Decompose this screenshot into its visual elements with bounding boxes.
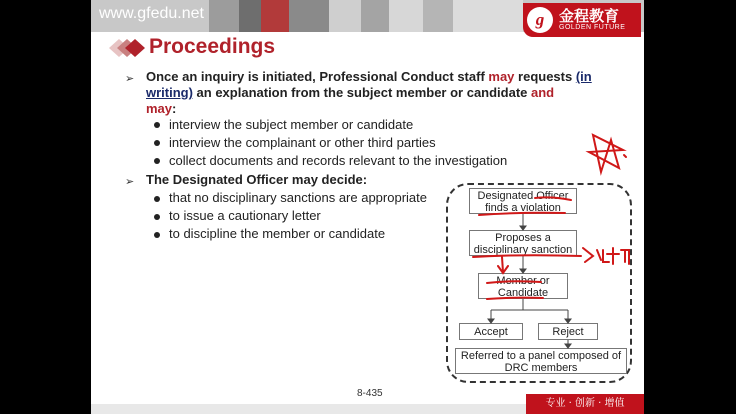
flow-box-member-candidate: Member or Candidate [478, 273, 568, 299]
slide-title: Proceedings [149, 35, 276, 58]
slide [91, 0, 644, 414]
bullet-1-text-3: an explanation from the subject member or candidate [192, 85, 532, 100]
bullet-1-text-2: requests [514, 69, 576, 84]
bullet-2: The Designated Officer may decide: [146, 172, 368, 187]
sub-bullet-1-1: interview the subject member or candidate [169, 117, 414, 132]
site-url: www.gfedu.net [99, 5, 204, 22]
logo-mark-icon: g [527, 7, 553, 33]
flow-box-reject: Reject [538, 323, 598, 340]
bullet-1-and: and [531, 85, 555, 100]
sub-bullet-1-3: collect documents and records relevant to the investigation [169, 153, 508, 168]
arrow-bullet-icon: ➢ [125, 176, 135, 188]
bullet-1-text: Once an inquiry is initiated, Professional Conduct staff [146, 69, 489, 84]
footer-slogan: 专业 · 创新 · 增值 [526, 394, 644, 414]
flow-box-designated-officer: Designated Officer finds a violation [469, 188, 577, 214]
flow-box-accept: Accept [459, 323, 523, 340]
sub-bullet-2-3: to discipline the member or candidate [169, 226, 386, 241]
bullet-1-may: may [488, 69, 515, 84]
flow-box-proposes-sanction: Proposes a disciplinary sanction [469, 230, 577, 256]
flowchart-connectors-and-annotations [91, 0, 644, 414]
bullet-1-colon: : [172, 101, 177, 116]
flow-box-referred: Referred to a panel composed of DRC members [455, 348, 627, 374]
logo-chinese-name: 金程教育 [559, 7, 620, 25]
sub-bullet-1-2: interview the complainant or other third parties [169, 135, 436, 150]
bullet-1-may-2: may [146, 101, 173, 116]
logo-english-name: GOLDEN FUTURE [559, 24, 626, 31]
bullet-1-in-writing: (in writing) [146, 69, 592, 100]
arrow-bullet-icon: ➢ [125, 73, 135, 85]
sub-bullet-2-2: to issue a cautionary letter [169, 208, 321, 223]
page-number: 8-435 [357, 388, 383, 399]
sub-bullet-2-1: that no disciplinary sanctions are appropriate [169, 190, 427, 205]
